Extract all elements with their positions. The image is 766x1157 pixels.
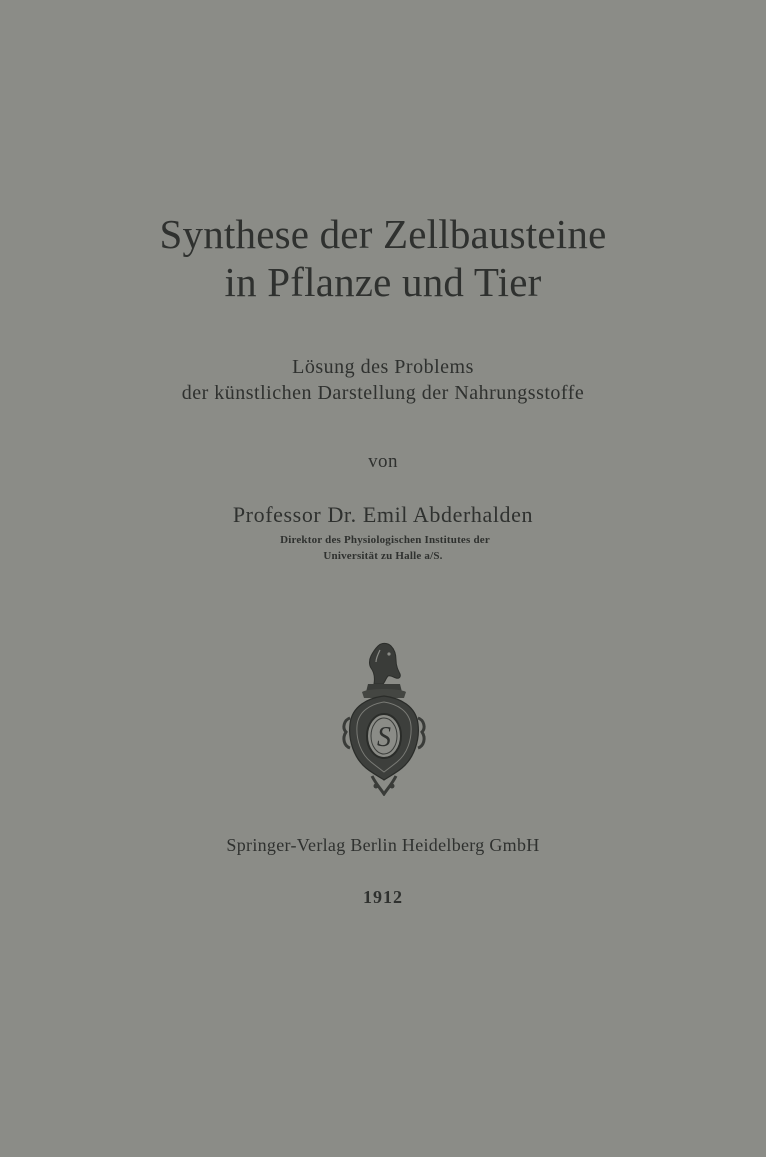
emblem-monogram: S xyxy=(377,722,391,753)
affiliation-line-2: Universität zu Halle a/S. xyxy=(323,550,443,562)
subtitle-line-2: der künstlichen Darstellung der Nahrungsstoffe xyxy=(181,382,585,404)
title-block xyxy=(0,210,766,306)
title-line-2: in Pflanze und Tier xyxy=(224,259,542,305)
by-label: von xyxy=(368,451,398,472)
subtitle-block xyxy=(0,354,766,406)
subtitle-line-1: Lösung des Problems xyxy=(292,356,474,378)
affiliation-block xyxy=(0,532,766,564)
publication-year: 1912 xyxy=(363,887,403,907)
publisher-name: Springer-Verlag Berlin Heidelberg GmbH xyxy=(226,835,540,855)
springer-horse-emblem-icon xyxy=(338,640,430,796)
title-line-1: Synthese der Zellbausteine xyxy=(159,211,607,257)
affiliation-line-1: Direktor des Physiologischen Institutes der xyxy=(280,534,490,546)
author-name: Professor Dr. Emil Abderhalden xyxy=(232,502,534,527)
